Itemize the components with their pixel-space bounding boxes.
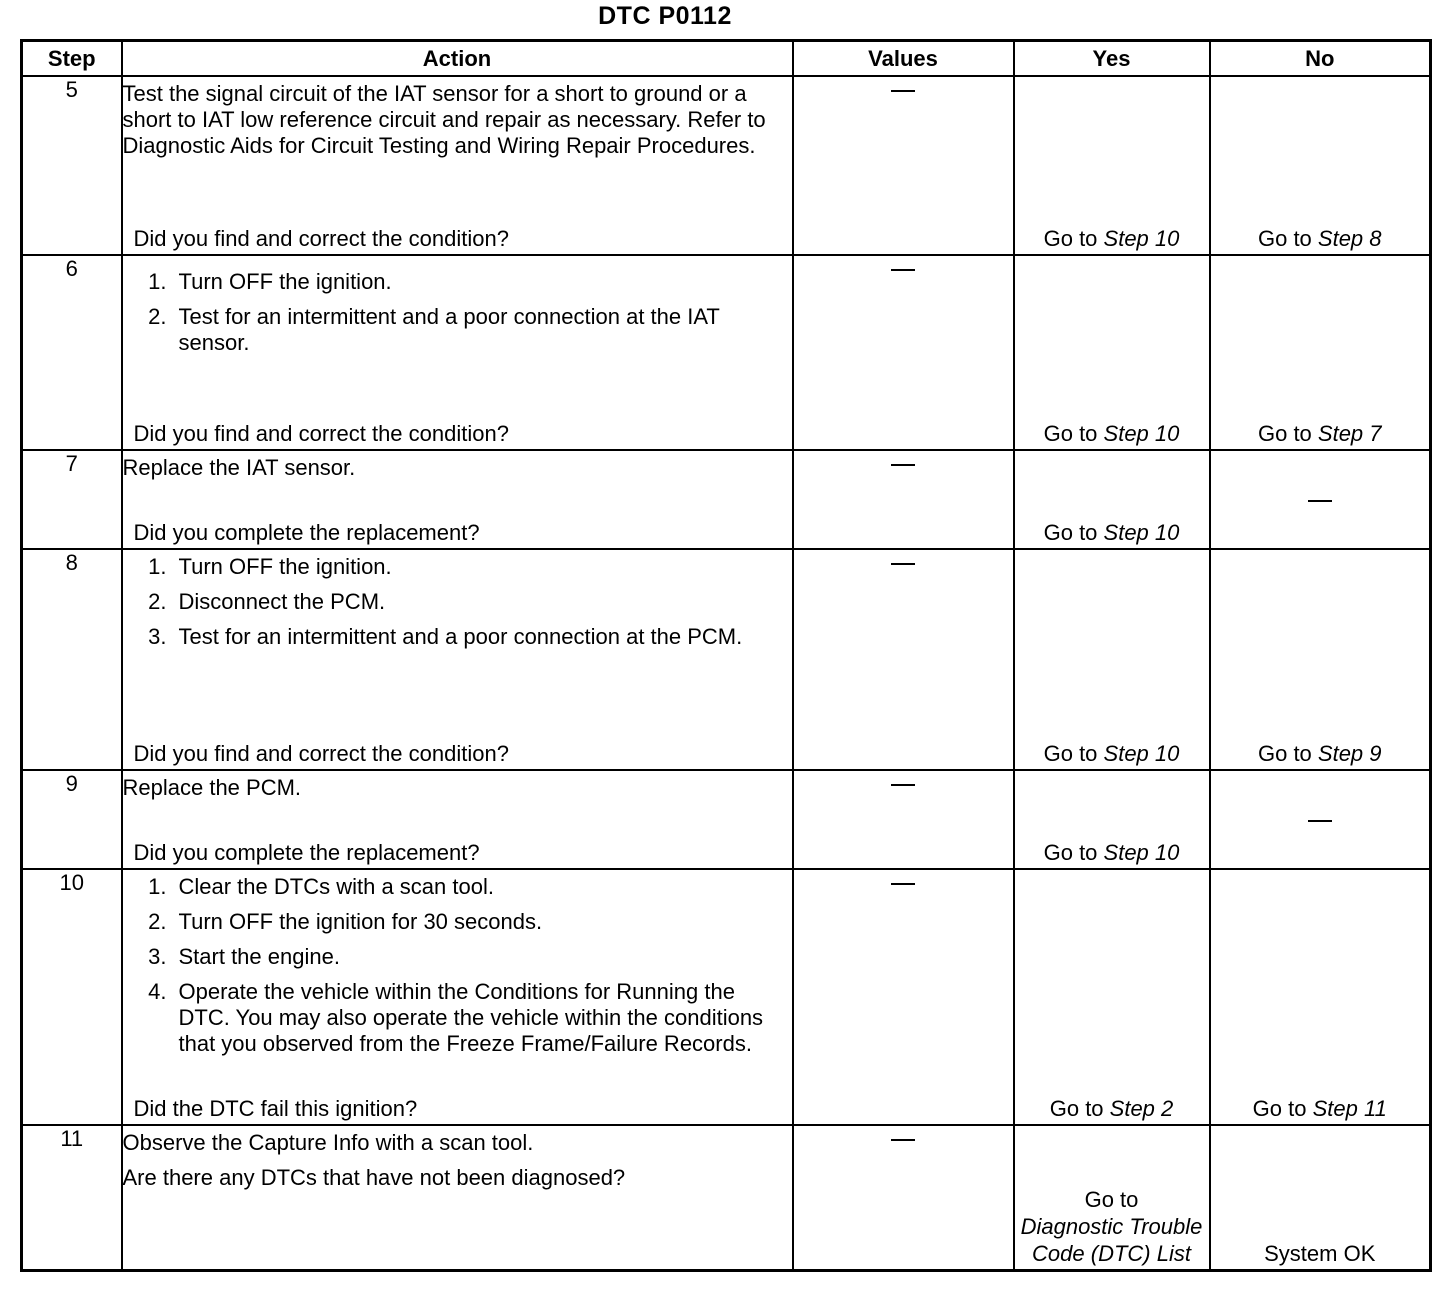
yes-goto-link[interactable]: Go to Diagnostic Trouble Code (DTC) List — [1020, 1186, 1203, 1266]
dash-mark — [891, 883, 915, 885]
header-values: Values — [793, 41, 1014, 77]
no-goto-link[interactable]: Go to Step 9 — [1257, 741, 1382, 766]
list-item: 3. Start the engine. — [148, 944, 340, 969]
list-item: 2. Test for an intermittent and a poor connection at the IAT sensor. — [148, 304, 720, 355]
yes-goto-link[interactable]: Go to Step 10 — [1043, 520, 1180, 545]
step-number: 8 — [22, 549, 122, 770]
list-item: 3. Test for an intermittent and a poor connection at the PCM. — [148, 624, 743, 649]
action-steps-list — [123, 870, 792, 1057]
values-cell — [793, 869, 1014, 1125]
no-cell — [1210, 255, 1431, 450]
action-question: Did you complete the replacement? — [133, 840, 480, 865]
action-text: Replace the IAT sensor. — [122, 455, 356, 480]
header-action: Action — [122, 41, 793, 77]
no-cell — [1210, 869, 1431, 1125]
list-item: 1. Turn OFF the ignition. — [148, 269, 392, 294]
no-dash — [1211, 487, 1430, 513]
dash-mark — [891, 464, 915, 466]
dash-mark — [891, 1139, 915, 1141]
yes-cell — [1014, 869, 1210, 1125]
step-number: 6 — [22, 255, 122, 450]
no-cell — [1210, 450, 1431, 549]
action-cell — [122, 76, 793, 255]
action-steps-list — [123, 550, 792, 650]
values-cell — [793, 450, 1014, 549]
header-step: Step — [22, 41, 122, 77]
values-cell — [793, 770, 1014, 869]
table-row — [22, 869, 1431, 1125]
action-question: Did you find and correct the condition? — [133, 421, 509, 446]
action-question: Are there any DTCs that have not been diagnosed? — [122, 1165, 626, 1190]
action-cell — [122, 1125, 793, 1270]
no-cell — [1210, 76, 1431, 255]
action-question: Did you find and correct the condition? — [133, 226, 509, 251]
step-number: 10 — [22, 869, 122, 1125]
action-text: Test the signal circuit of the IAT sensor for a short to ground or a short to IAT low reference circuit and repair as necessary. Refer to Diagnostic Aids for Circuit Testing and Wiring Repair Procedures. — [122, 81, 766, 158]
header-yes: Yes — [1014, 41, 1210, 77]
values-cell — [793, 76, 1014, 255]
yes-cell — [1014, 450, 1210, 549]
dash-mark — [891, 784, 915, 786]
diagnostic-table — [20, 39, 1432, 1272]
yes-goto-link[interactable]: Go to Step 10 — [1043, 226, 1180, 251]
yes-cell — [1014, 549, 1210, 770]
table-row — [22, 770, 1431, 869]
header-no: No — [1210, 41, 1431, 77]
no-cell — [1210, 770, 1431, 869]
table-row — [22, 549, 1431, 770]
step-number: 7 — [22, 450, 122, 549]
dash-mark — [891, 563, 915, 565]
table-row — [22, 450, 1431, 549]
action-cell — [122, 770, 793, 869]
values-cell — [793, 549, 1014, 770]
no-dash — [1211, 807, 1430, 833]
action-question: Did you find and correct the condition? — [133, 741, 509, 766]
yes-goto-link[interactable]: Go to Step 2 — [1049, 1096, 1174, 1121]
dash-mark — [891, 90, 915, 92]
list-item: 2. Disconnect the PCM. — [148, 589, 386, 614]
step-number: 5 — [22, 76, 122, 255]
no-goto-link[interactable]: Go to Step 8 — [1257, 226, 1382, 251]
action-cell — [122, 450, 793, 549]
table-header-row — [22, 41, 1431, 77]
list-item: 1. Turn OFF the ignition. — [148, 554, 392, 579]
action-question: Did you complete the replacement? — [133, 520, 480, 545]
action-text: Replace the PCM. — [122, 775, 302, 800]
yes-cell — [1014, 255, 1210, 450]
list-item: 4. Operate the vehicle within the Conditions for Running the DTC. You may also operate the vehicle within the conditions that you observed from the Freeze Frame/Failure Records. — [148, 979, 764, 1056]
yes-cell — [1014, 76, 1210, 255]
list-item: 1. Clear the DTCs with a scan tool. — [148, 874, 494, 899]
action-text: Observe the Capture Info with a scan tool. — [122, 1130, 534, 1155]
action-cell — [122, 255, 793, 450]
page-title: DTC P0112 — [598, 2, 732, 30]
no-goto-link[interactable]: Go to Step 11 — [1252, 1096, 1387, 1121]
values-cell — [793, 255, 1014, 450]
yes-cell — [1014, 1125, 1210, 1270]
table-row — [22, 255, 1431, 450]
no-goto-link[interactable]: Go to Step 7 — [1257, 421, 1382, 446]
yes-goto-link[interactable]: Go to Step 10 — [1043, 741, 1180, 766]
step-number: 9 — [22, 770, 122, 869]
list-item: 2. Turn OFF the ignition for 30 seconds. — [148, 909, 543, 934]
no-cell — [1210, 549, 1431, 770]
yes-goto-link[interactable]: Go to Step 10 — [1043, 421, 1180, 446]
yes-goto-link[interactable]: Go to Step 10 — [1043, 840, 1180, 865]
no-cell — [1210, 1125, 1431, 1270]
table-row — [22, 1125, 1431, 1270]
step-number: 11 — [22, 1125, 122, 1270]
action-question: Did the DTC fail this ignition? — [133, 1096, 418, 1121]
action-steps-list — [123, 256, 792, 356]
yes-cell — [1014, 770, 1210, 869]
table-row — [22, 76, 1431, 255]
dash-mark — [891, 269, 915, 271]
action-cell — [122, 869, 793, 1125]
system-ok-text: System OK — [1264, 1240, 1376, 1266]
action-cell — [122, 549, 793, 770]
values-cell — [793, 1125, 1014, 1270]
